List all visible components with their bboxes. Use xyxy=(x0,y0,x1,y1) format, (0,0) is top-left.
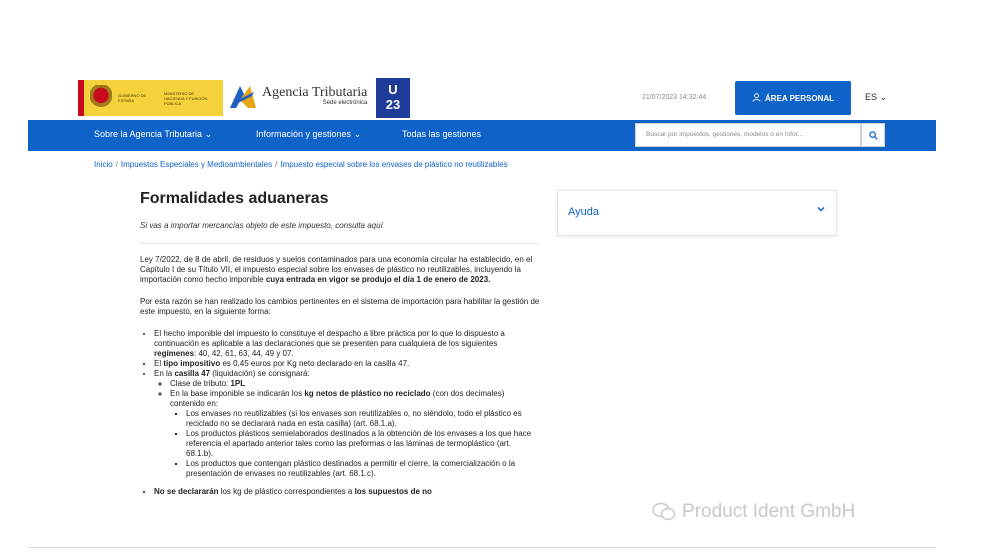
breadcrumb-inicio[interactable]: Inicio xyxy=(94,160,113,169)
nav-label: Información y gestiones xyxy=(256,129,352,139)
rules-list-continued xyxy=(140,487,540,497)
gobierno-logo[interactable] xyxy=(78,80,223,116)
chevron-down-icon: ⌄ xyxy=(879,92,888,102)
divider xyxy=(140,243,538,244)
lang-label: ES xyxy=(865,92,878,102)
breadcrumb-impuestos-especiales[interactable]: Impuestos Especiales y Medioambientales xyxy=(120,160,273,169)
nav-label: Sobre la Agencia Tributaria xyxy=(94,129,203,139)
at-logo-icon xyxy=(228,82,258,110)
wechat-icon xyxy=(652,502,676,522)
site-header xyxy=(28,78,936,120)
list-item: ▪ Los productos que contengan plástico destinados a permitir el cierre, la comercialización o la presentación de envases no reutilizables (art. 68.1.c). xyxy=(186,459,540,479)
coat-of-arms-icon xyxy=(90,85,112,111)
flag-stripe xyxy=(78,80,84,116)
list-item: ◦ Clase de tributo: 1PL xyxy=(170,379,540,389)
breadcrumb: Inicio / Impuestos Especiales y Medioambientales / Impuesto especial sobre los envases de plástico no reutilizables xyxy=(94,160,508,169)
eu-bottom: 23 xyxy=(385,97,401,112)
list-item: • No se declararán los kg de plástico correspondientes a los supuestos de no xyxy=(154,487,540,497)
list-item: ▪ Los envases no reutilizables (si los envases son reutilizables o, no siéndolo, todo el plástico es reciclado no se declarará nada en esta casilla) (art. 68.1.a). xyxy=(186,409,540,429)
ayuda-accordion[interactable] xyxy=(557,190,837,236)
datetime: 21/07/2023 14:32:44 xyxy=(642,94,707,101)
eu-presidency-badge xyxy=(376,78,410,118)
breadcrumb-impuesto-envases[interactable]: Impuesto especial sobre los envases de plástico no reutilizables xyxy=(280,160,508,169)
search-input[interactable]: Buscar por impuestos, gestiones, modelos o en Infor... xyxy=(635,123,861,147)
watermark-text: Product Ident GmbH xyxy=(682,501,856,522)
page-title: Formalidades aduaneras xyxy=(140,190,329,207)
list-item: • El hecho imponible del impuesto lo constituye el despacho a libre práctica por lo que lo dispuesto a continuación es aplicable a las declaraciones que se presenten para cualquiera de los siguientes regímenes: 40, 42, 61, 63, 44, 49 y 07. xyxy=(154,329,540,359)
list-item: ▪ Los productos plásticos semielaborados destinados a la obtención de los envases a los que hace referencia el apartado anterior tales como las preformas o las láminas de termoplástico (art. 68.1.b). xyxy=(186,429,540,459)
bottom-divider xyxy=(28,547,936,548)
watermark xyxy=(652,501,855,523)
chevron-down-icon xyxy=(816,204,826,217)
user-icon xyxy=(752,93,761,104)
list-item: • En la casilla 47 (liquidación) se consignará: ◦ Clase de tributo: 1PL ◦ En la base imponible se indicarán los kg netos de plástico no reciclado (con dos decimales) contenido en: ▪ Los envases no reutilizables (si los envases son reutilizables o, no siéndolo, todo el plástico es reciclado no se declarará nada en esta casilla) (art. 68.1.a). ▪ Los productos plásticos semielaborados destinados a la obtención de los envases a los que hace referencia el apartado anterior tales como las preformas o las láminas de termoplástico (art. 68.1.b). ▪ Los productos que contengan plástico destinados a permitir el cierre, la comercialización o la presentación de envases no reutilizables (art. 68.1.c). xyxy=(154,369,540,479)
gob-line1: GOBIERNO DE ESPAÑA xyxy=(118,93,147,103)
nav-todas-gestiones[interactable] xyxy=(402,129,481,139)
chevron-down-icon: ⌄ xyxy=(353,129,362,139)
nav-label: Todas las gestiones xyxy=(402,129,482,139)
nav-sobre-agencia[interactable] xyxy=(94,129,212,140)
agency-name: Agencia Tributaria xyxy=(262,85,368,100)
list-item: ◦ En la base imponible se indicarán los kg netos de plástico no reciclado (con dos decimales) contenido en: ▪ Los envases no reutilizables (si los envases son reutilizables o, no siéndolo, todo el plástico es reciclado no se declarará nada en esta casilla) (art. 68.1.a). ▪ Los productos plásticos semielaborados destinados a la obtención de los envases a los que hace referencia el apartado anterior tales como las preformas o las láminas de termoplástico (art. 68.1.b). ▪ Los productos que contengan plástico destinados a permitir el cierre, la comercialización o la presentación de envases no reutilizables (art. 68.1.c). xyxy=(170,389,540,479)
search-button[interactable] xyxy=(861,123,885,147)
ayuda-label: Ayuda xyxy=(568,206,599,218)
main-content xyxy=(140,255,540,497)
area-personal-label: ÁREA PERSONAL xyxy=(764,93,835,103)
nav-informacion-gestiones[interactable] xyxy=(256,129,361,140)
main-nav xyxy=(28,120,936,151)
gob-line2: MINISTERIO DE HACIENDA Y FUNCIÓN PÚBLICA xyxy=(164,90,208,106)
agencia-tributaria-logo[interactable] xyxy=(228,82,367,110)
area-personal-button[interactable] xyxy=(735,81,851,115)
rules-list xyxy=(140,329,540,479)
import-link[interactable]: Si vas a importar mercancías objeto de este impuesto, consulta aquí xyxy=(140,221,383,230)
intro-paragraph: Ley 7/2022, de 8 de abril, de residuos y suelos contaminados para una economía circular ha establecido, en el Capítulo I de su Título VII, el impuesto especial sobre los envases de plástico no reutilizables, incluyendo la importación como hecho imponible cuya entrada en vigor se produjo el día 1 de enero de 2023. xyxy=(140,255,533,284)
eu-top: U xyxy=(388,82,398,97)
agency-sub: Sede electrónica xyxy=(322,100,368,106)
language-selector[interactable] xyxy=(865,92,887,103)
second-paragraph: Por esta razón se han realizado los cambios pertinentes en el sistema de importación para habilitar la gestión de este impuesto, en la siguiente forma: xyxy=(140,297,540,316)
chevron-down-icon: ⌄ xyxy=(204,129,213,139)
list-item: • El tipo impositivo es 0,45 euros por Kg neto declarado en la casilla 47. xyxy=(154,359,540,369)
search-icon xyxy=(869,131,878,140)
